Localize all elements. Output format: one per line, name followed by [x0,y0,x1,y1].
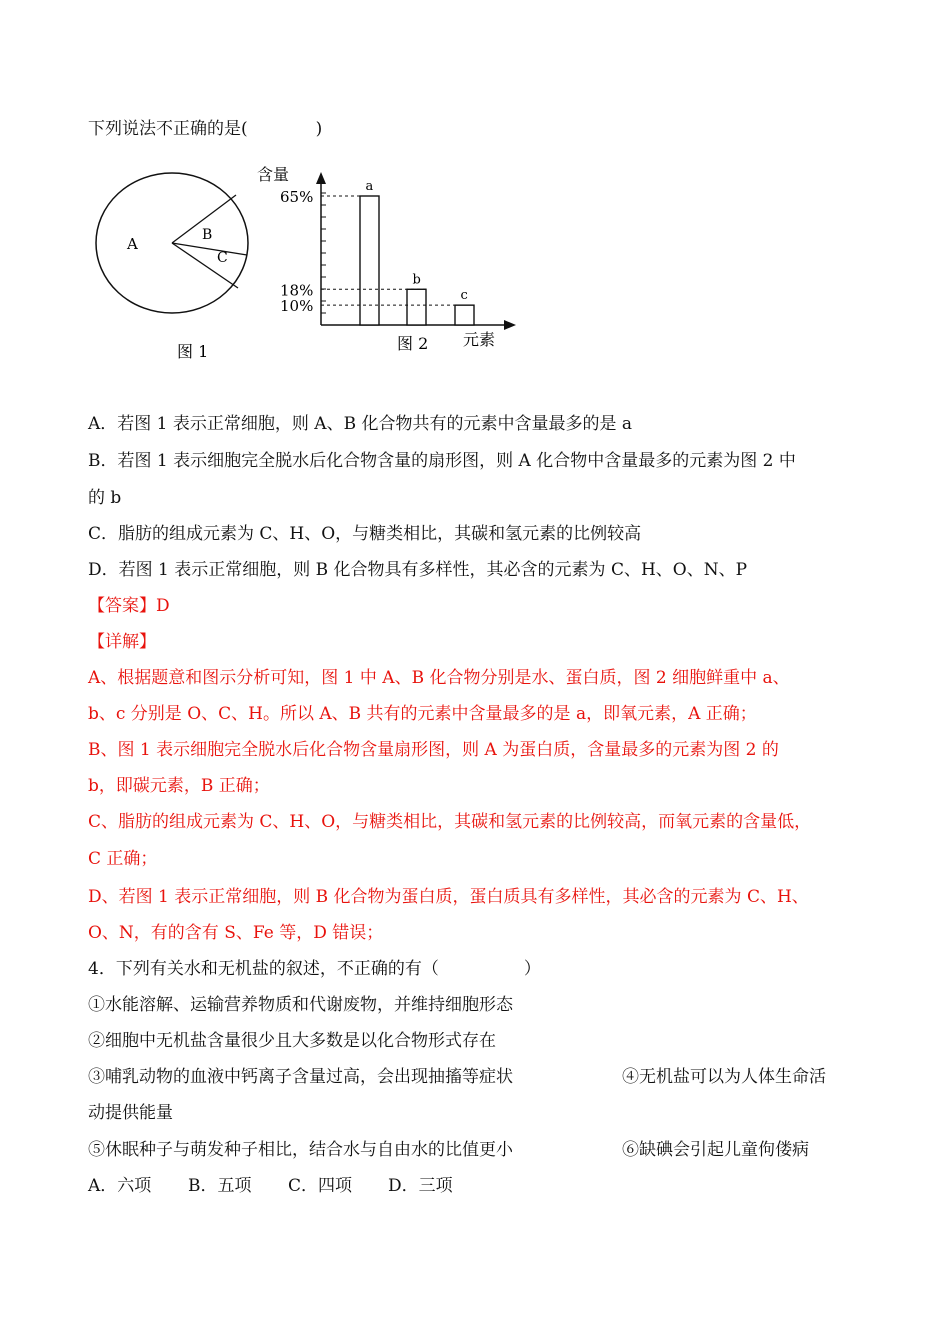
statement-4: ④无机盐可以为人体生命活 [622,1067,826,1087]
figure-1-pie [90,168,260,368]
y-tick-label-b: 18% [280,281,314,300]
detail-line: b、c 分别是 O、C、H。所以 A、B 共有的元素中含量最多的是 a，即氧元素，A 正确； [88,704,757,724]
pie-divider [172,243,238,288]
figure-1-caption: 图 1 [177,342,209,361]
question-4-stem: 4．下列有关水和无机盐的叙述，不正确的有（ ） [88,959,541,979]
bar-b [407,289,426,325]
detail-line: O、N，有的含有 S、Fe 等，D 错误； [88,923,384,943]
q4-option-d: D．三项 [388,1176,453,1196]
detail-tag: 【详解】 [88,632,156,652]
statement-2: ②细胞中无机盐含量很少且大多数是以化合物形式存在 [88,1031,496,1051]
option-d: D．若图 1 表示正常细胞，则 B 化合物具有多样性，其必含的元素为 C、H、O、N、P [88,560,748,580]
statement-1: ①水能溶解、运输营养物质和代谢废物，并维持细胞形态 [88,995,513,1015]
detail-line: D、若图 1 表示正常细胞，则 B 化合物为蛋白质，蛋白质具有多样性，其必含的元素为 C、H、 [88,887,809,907]
q4-option-a: A．六项 [88,1176,152,1196]
y-tick-label-a: 65% [280,188,314,206]
option-b-continued: 的 b [88,488,122,508]
y-axis-arrow [316,172,326,184]
pie-divider [172,243,247,255]
statement-3: ③哺乳动物的血液中钙离子含量过高，会出现抽搐等症状 [88,1067,513,1087]
question-stem: 下列说法不正确的是( ) [88,119,323,139]
bar-c [455,305,474,325]
statement-4-continued: 动提供能量 [88,1103,173,1123]
bars-group [280,179,474,325]
option-c: C．脂肪的组成元素为 C、H、O，与糖类相比，其碳和氢元素的比例较高 [88,524,642,544]
pie-label-c: C [217,250,228,266]
q4-option-c: C．四项 [288,1176,353,1196]
figure-2-bar-chart [250,162,520,362]
y-axis-label: 含量 [257,165,290,184]
bar-label-c: c [460,288,468,304]
y-tick-label-c: 10% [280,297,314,316]
statement-6: ⑥缺碘会引起儿童佝偻病 [622,1140,809,1160]
x-axis-label: 元素 [463,330,496,349]
x-axis-arrow [504,320,516,330]
detail-line: A、根据题意和图示分析可知，图 1 中 A、B 化合物分别是水、蛋白质，图 2 细胞鲜重中 a、 [88,668,790,688]
detail-line: C、脂肪的组成元素为 C、H、O，与糖类相比，其碳和氢元素的比例较高，而氧元素的含量低， [88,812,812,832]
option-a: A．若图 1 表示正常细胞，则 A、B 化合物共有的元素中含量最多的是 a [88,414,633,434]
answer-value: D [156,596,170,616]
detail-line: C 正确； [88,849,158,869]
answer [88,594,170,618]
pie-label-a: A [127,235,138,253]
pie-label-b: B [202,227,213,243]
figure-2-caption: 图 2 [397,334,429,353]
detail-line: B、图 1 表示细胞完全脱水后化合物含量扇形图，则 A 为蛋白质，含量最多的元素为图 2 的 [88,740,779,760]
detail-line: b，即碳元素，B 正确； [88,776,270,796]
bar-label-a: a [365,179,374,194]
answer-tag: 【答案】 [88,596,156,616]
q4-option-b: B．五项 [188,1176,252,1196]
option-b: B．若图 1 表示细胞完全脱水后化合物含量的扇形图，则 A 化合物中含量最多的元素为图 2 中 [88,451,796,471]
statement-5: ⑤休眠种子与萌发种子相比，结合水与自由水的比值更小 [88,1140,513,1160]
bar-label-b: b [412,272,421,288]
